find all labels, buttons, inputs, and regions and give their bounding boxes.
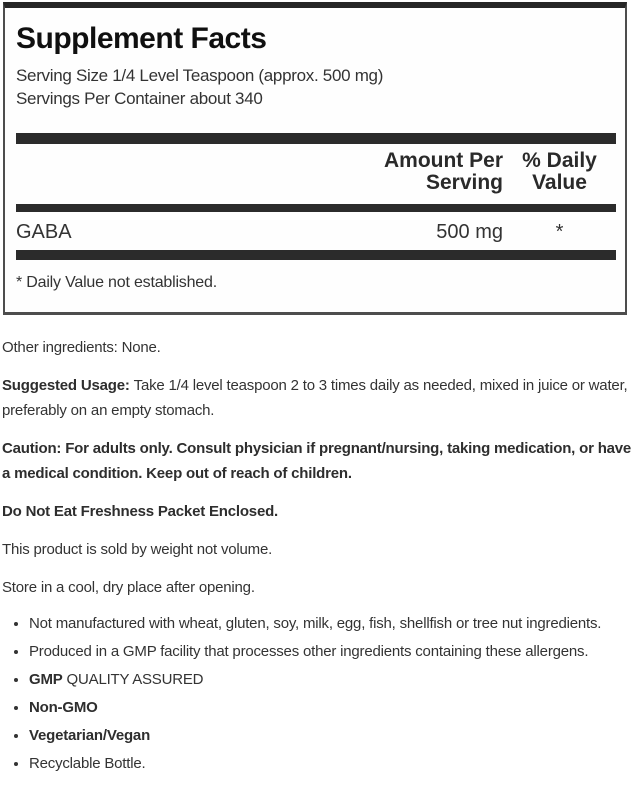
divider-bar-top <box>16 133 616 144</box>
ingredient-amount: 500 mg <box>436 221 503 243</box>
panel-title: Supplement Facts <box>16 22 267 55</box>
supplement-label <box>0 2 640 775</box>
list-item: • Produced in a GMP facility that processes other ingredients containing these allergens. <box>29 641 638 663</box>
ingredient-name: GABA <box>16 221 72 243</box>
list-item: • GMP QUALITY ASSURED <box>29 669 638 691</box>
divider-bar-bottom <box>16 250 616 260</box>
list-item: • Vegetarian/Vegan <box>29 725 638 747</box>
claims-list <box>2 613 638 775</box>
freshness-packet-paragraph: Do Not Eat Freshness Packet Enclosed. <box>2 503 279 520</box>
serving-size: Serving Size 1/4 Level Teaspoon (approx. 500 mg) <box>16 66 384 85</box>
storage-paragraph: Store in a cool, dry place after opening. <box>2 579 255 596</box>
daily-value-footnote: * Daily Value not established. <box>16 274 217 291</box>
supplement-facts-panel <box>3 2 627 315</box>
sold-by-weight-paragraph: This product is sold by weight not volume. <box>2 541 273 558</box>
facts-header-row <box>16 144 616 204</box>
amount-per-serving-header: Amount Per Serving <box>383 149 503 194</box>
daily-value-header: % Daily Value <box>522 149 597 194</box>
caution-paragraph: Caution: For adults only. Consult physician if pregnant/nursing, taking medication, or have a medical condition. Keep out of reach of children. <box>2 440 632 482</box>
suggested-usage-paragraph: Suggested Usage: Take 1/4 level teaspoon 2 to 3 times daily as needed, mixed in juice or water, preferably on an empty stomach. <box>2 377 628 419</box>
divider-bar-middle <box>16 204 616 212</box>
ingredient-daily-value: * <box>555 221 564 243</box>
label-body-copy <box>0 315 640 775</box>
servings-per-container: Servings Per Container about 340 <box>16 89 263 108</box>
list-item: • Recyclable Bottle. <box>29 753 638 775</box>
list-item: • Non-GMO <box>29 697 638 719</box>
list-item: • Not manufactured with wheat, gluten, soy, milk, egg, fish, shellfish or tree nut ingredients. <box>29 613 638 635</box>
other-ingredients-paragraph: Other ingredients: None. <box>2 339 161 356</box>
table-row <box>16 212 616 250</box>
serving-info <box>16 64 616 110</box>
